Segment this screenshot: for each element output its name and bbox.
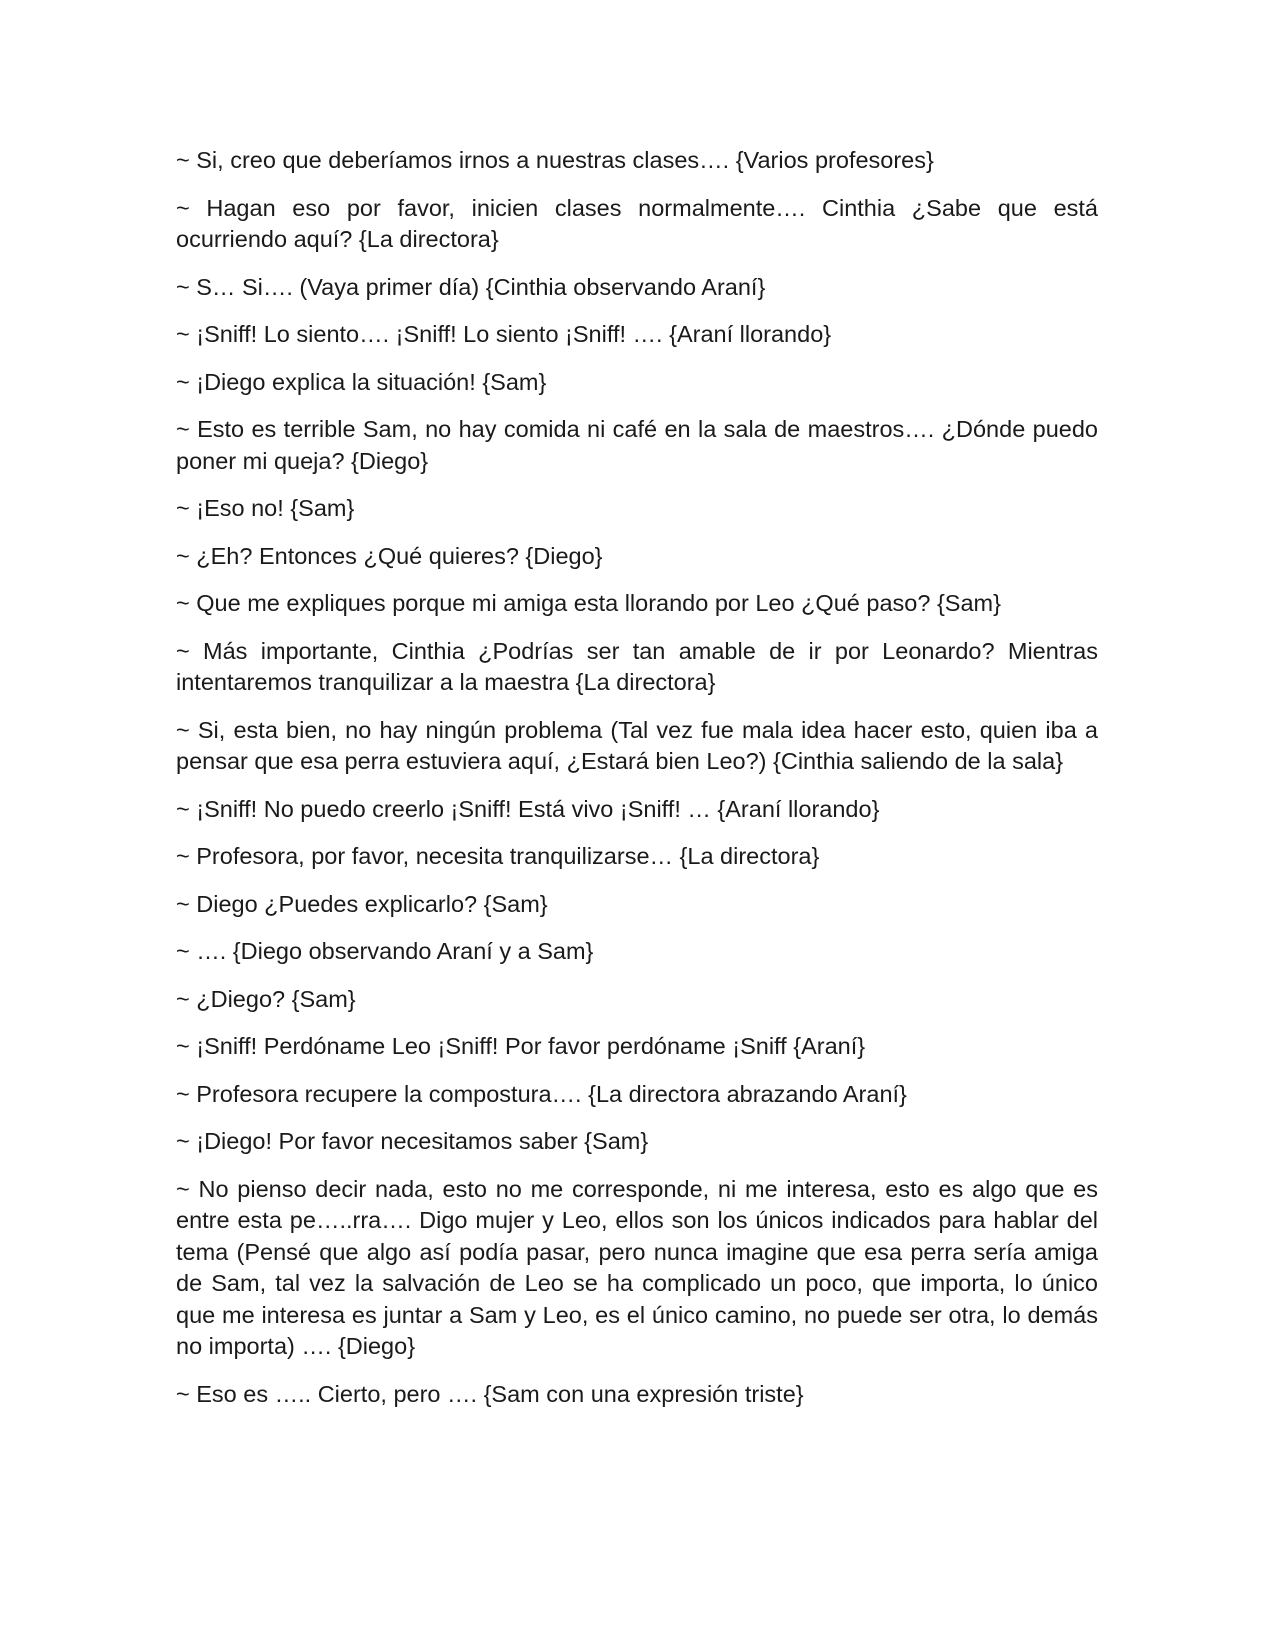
- dialogue-line: ~ Si, esta bien, no hay ningún problema (Tal vez fue mala idea hacer esto, quien iba a pensar que esa perra estuviera aquí, ¿Estará bien Leo?) {Cinthia saliendo de la sala}: [176, 716, 1098, 774]
- dialogue-line: ~ ¡Diego! Por favor necesitamos saber {Sam}: [176, 1128, 649, 1154]
- dialogue-line: ~ Profesora recupere la compostura…. {La directora abrazando Araní}: [176, 1080, 907, 1107]
- dialogue-line: ~ Más importante, Cinthia ¿Podrías ser tan amable de ir por Leonardo? Mientras intentaremos tranquilizar a la maestra {La directora}: [176, 637, 1098, 695]
- document-body: [176, 145, 1098, 1426]
- dialogue-line: ~ ¡Sniff! No puedo creerlo ¡Sniff! Está vivo ¡Sniff! … {Araní llorando}: [176, 795, 880, 822]
- dialogue-line: ~ ¡Sniff! Perdóname Leo ¡Sniff! Por favor perdóname ¡Sniff {Araní}: [176, 1033, 866, 1059]
- dialogue-line: ~ Que me expliques porque mi amiga esta llorando por Leo ¿Qué paso? {Sam}: [176, 590, 1001, 616]
- dialogue-line: ~ Esto es terrible Sam, no hay comida ni café en la sala de maestros…. ¿Dónde puedo poner mi queja? {Diego}: [176, 416, 1098, 474]
- dialogue-line: ~ Hagan eso por favor, inicien clases normalmente…. Cinthia ¿Sabe que está ocurriendo aquí? {La directora}: [176, 194, 1098, 252]
- dialogue-line: ~ Diego ¿Puedes explicarlo? {Sam}: [176, 890, 548, 917]
- dialogue-line: ~ No pienso decir nada, esto no me corresponde, ni me interesa, esto es algo que es entre esta pe…..rra…. Digo mujer y Leo, ellos son los únicos indicados para hablar del tema (Pensé que algo así podía pasar, pero nunca imagine que esa perra sería amiga de Sam, tal vez la salvación de Leo se ha complicado un poco, que importa, lo único que me interesa es juntar a Sam y Leo, es el único camino, no puede ser otra, lo demás no importa) …. {Diego}: [176, 1175, 1098, 1359]
- dialogue-line: ~ Eso es ….. Cierto, pero …. {Sam con una expresión triste}: [176, 1380, 804, 1407]
- dialogue-line: ~ Si, creo que deberíamos irnos a nuestras clases…. {Varios profesores}: [176, 147, 934, 173]
- dialogue-line: ~ Profesora, por favor, necesita tranquilizarse… {La directora}: [176, 843, 820, 869]
- dialogue-line: ~ ¿Diego? {Sam}: [176, 985, 356, 1012]
- dialogue-line: ~ ¡Diego explica la situación! {Sam}: [176, 368, 547, 395]
- dialogue-line: ~ ¿Eh? Entonces ¿Qué quieres? {Diego}: [176, 542, 603, 569]
- dialogue-line: ~ S… Si…. (Vaya primer día) {Cinthia observando Araní}: [176, 273, 766, 300]
- dialogue-line: ~ …. {Diego observando Araní y a Sam}: [176, 938, 594, 964]
- dialogue-line: ~ ¡Sniff! Lo siento…. ¡Sniff! Lo siento ¡Sniff! …. {Araní llorando}: [176, 321, 832, 347]
- dialogue-line: ~ ¡Eso no! {Sam}: [176, 495, 355, 521]
